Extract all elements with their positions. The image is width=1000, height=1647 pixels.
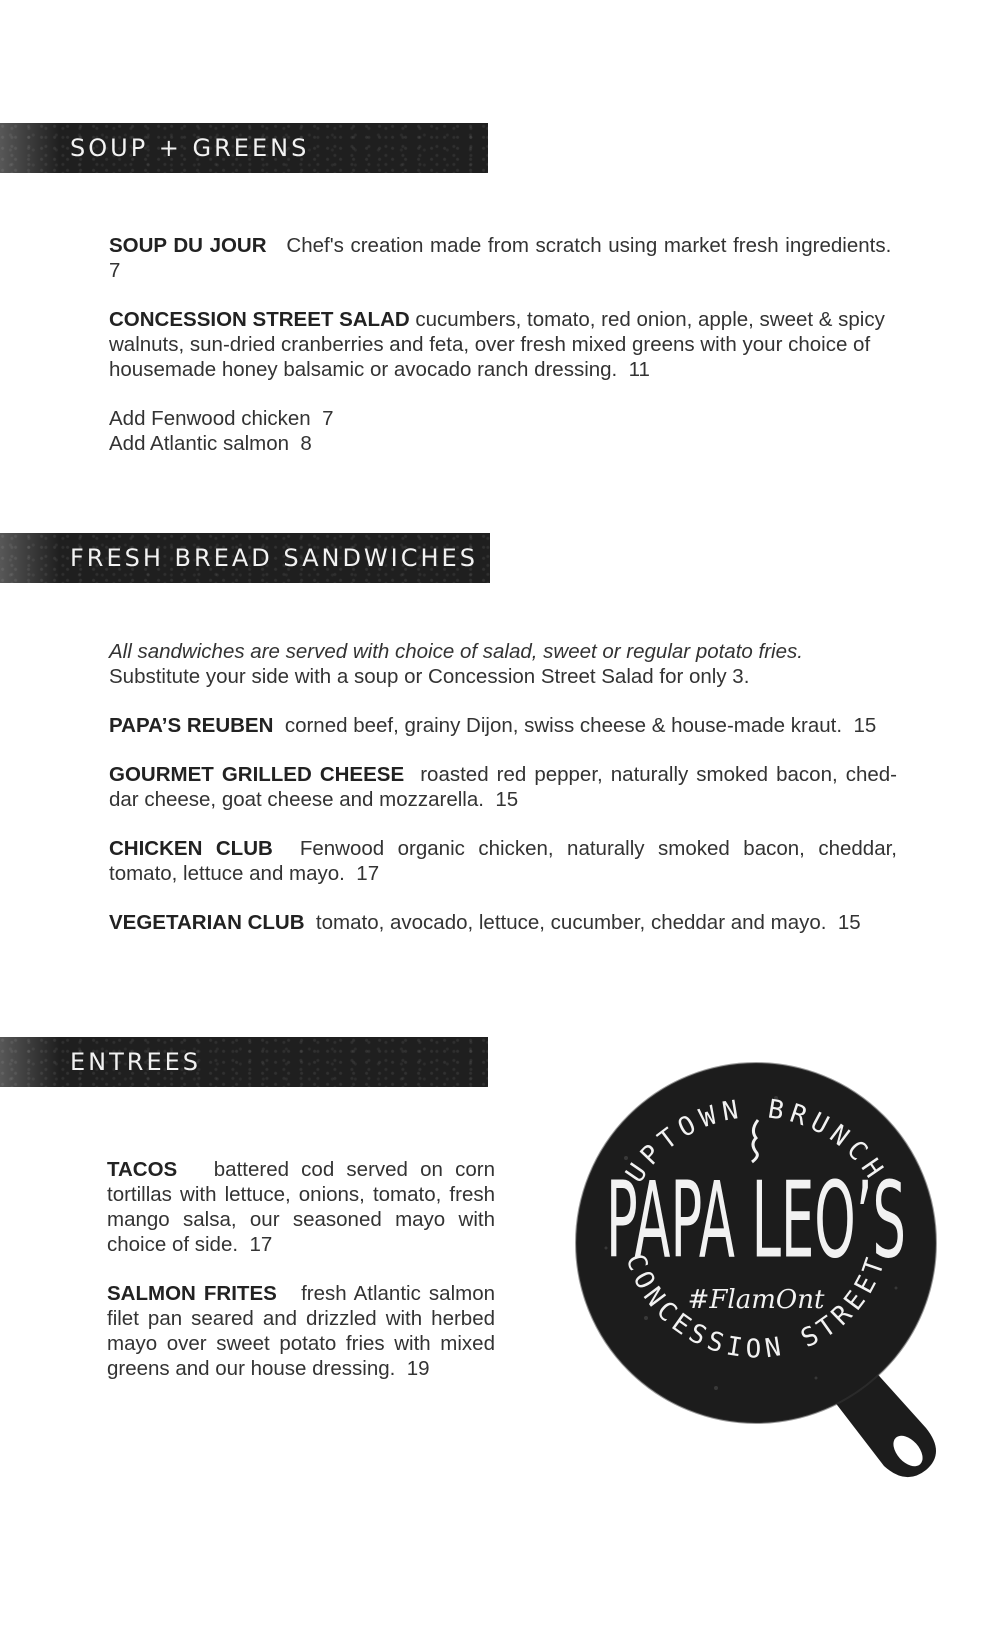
price: 11 [628, 358, 650, 381]
menu-item-salmon-frites: SALMON FRITES fresh Atlantic salmon filet pan seared and drizzled with herbed mayo over sweet potato fries with mixed greens and our house dressing. 19 [107, 1282, 495, 1380]
menu-item-vegetarian-club: VEGETARIAN CLUB tomato, avocado, lettuce, cucumber, cheddar and mayo. 15 [109, 911, 861, 934]
menu-item-tacos: TACOS battered cod served on corn tortillas with lettuce, onions, tomato, fresh mango salsa, our seasoned mayo with choice of side. 17 [107, 1158, 495, 1256]
logo-name: PAPA LEO’S [606, 1160, 906, 1283]
logo-top-text: UPTOWN BRUNCH [620, 1094, 892, 1189]
price: 7 [109, 259, 121, 282]
section-banner-soup-greens [0, 123, 488, 173]
entrees-content [107, 1157, 495, 1405]
section-banner-sandwiches [0, 533, 490, 583]
papa-leos-skillet-logo [566, 1058, 946, 1490]
addon-salmon: Add Atlantic salmon 8 [109, 432, 312, 455]
section-title-soup-greens: SOUP + GREENS [70, 134, 310, 162]
menu-item-gourmet-grilled-cheese: GOURMET GRILLED CHEESE roasted red pepper, naturally smoked bacon, ched-dar cheese, goat cheese and mozzarella. 15 [109, 763, 897, 811]
price: 19 [406, 1357, 430, 1380]
soup-greens-content [109, 233, 897, 456]
sandwich-note: All sandwiches are served with choice of salad, sweet or regular potato fries. Substitute your side with a soup or Concession Street Salad for only 3. [109, 640, 803, 688]
menu-item-chicken-club: CHICKEN CLUB Fenwood organic chicken, naturally smoked bacon, cheddar, tomato, lettuce and mayo. 17 [109, 837, 897, 885]
menu-item-concession-street-salad: CONCESSION STREET SALAD cucumbers, tomato, red onion, apple, sweet & spicy walnuts, sun-dried cranberries and feta, over fresh mixed greens with your choice of housemade honey balsamic or avocado ranch dressing. 11 [109, 308, 885, 381]
section-title-sandwiches: FRESH BREAD SANDWICHES [70, 544, 478, 572]
price: 15 [837, 911, 861, 934]
logo-bottom-text: CONCESSION STREET [619, 1250, 893, 1365]
menu-item-papas-reuben: PAPA’S REUBEN corned beef, grainy Dijon, swiss cheese & house-made kraut. 15 [109, 714, 877, 737]
section-banner-entrees [0, 1037, 488, 1087]
price: 15 [495, 788, 519, 811]
sandwiches-content [109, 639, 909, 959]
logo-hashtag: #FlamOnt [687, 1285, 825, 1315]
addon-chicken: Add Fenwood chicken 7 [109, 407, 334, 430]
menu-item-soup-du-jour: SOUP DU JOUR Chef's creation made from scratch using market fresh ingredients. 7 [109, 234, 892, 282]
price: 17 [249, 1233, 273, 1256]
section-title-entrees: ENTREES [70, 1048, 202, 1076]
price: 17 [356, 862, 380, 885]
price: 15 [853, 714, 877, 737]
